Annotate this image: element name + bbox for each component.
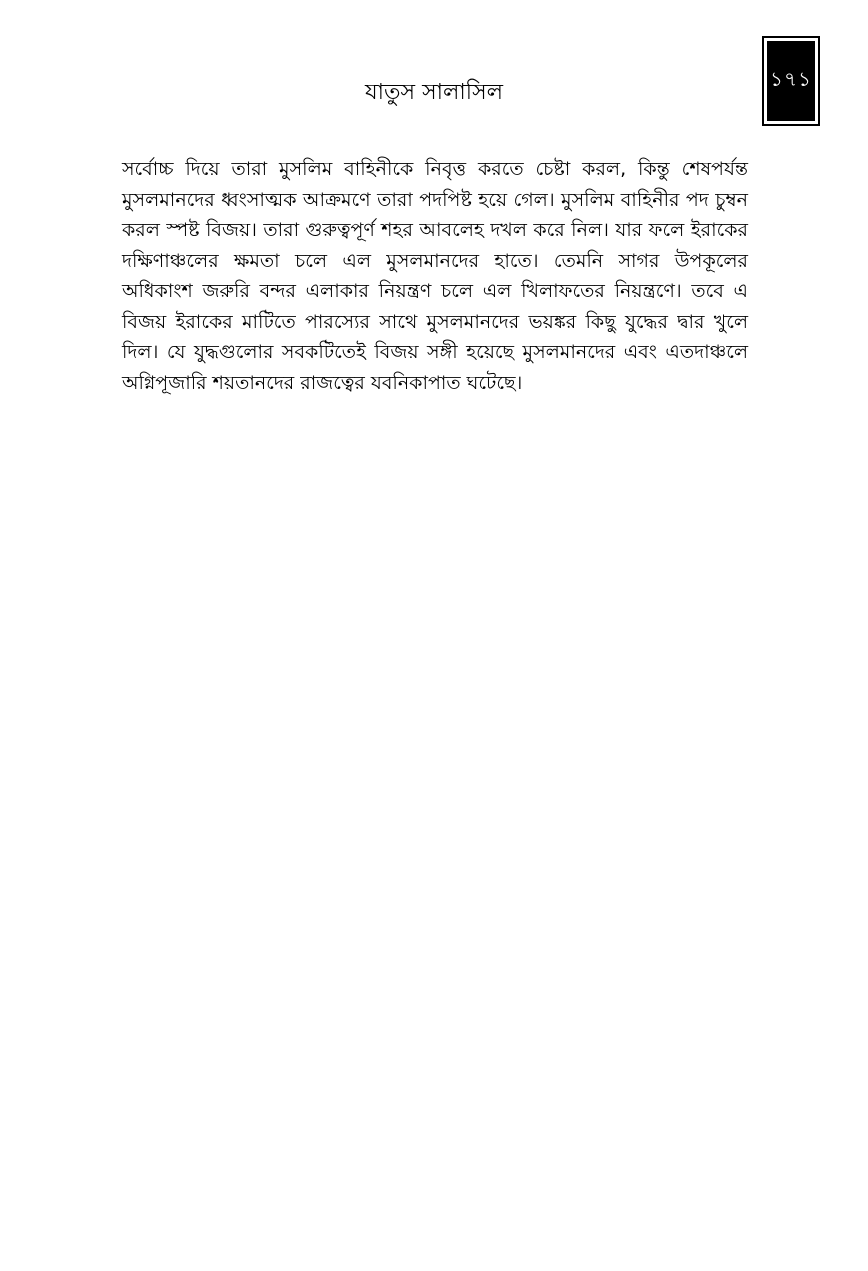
body-paragraph: সর্বোচ্চ দিয়ে তারা মুসলিম বাহিনীকে নিবৃত্ত করতে চেষ্টা করল, কিন্তু শেষপর্যন্ত মুসলমানদের ধ্বংসাত্মক আক্রমণে তারা পদপিষ্ট হয়ে গেল। মুসলিম বাহিনীর পদ চুম্বন করল স্পষ্ট বিজয়। তারা গুরুত্বপূর্ণ শহর আবলেহ দখল করে নিল। যার ফলে ইরাকের দক্ষিণাঞ্চলের ক্ষমতা চলে এল মুসলমানদের হাতে। তেমনি সাগর উপকূলের অধিকাংশ জরুরি বন্দর এলাকার নিয়ন্ত্রণ চলে এল খিলাফতের নিয়ন্ত্রণে। তবে এ বিজয় ইরাকের মাটিতে পারস্যের সাথে মুসলমানদের ভয়ঙ্কর কিছু যুদ্ধের দ্বার খুলে দিল। যে যুদ্ধগুলোর সবকটিতেই বিজয় সঙ্গী হয়েছে মুসলমানদের এবং এতদাঞ্চলে অগ্নিপূজারি শয়তানদের রাজত্বের যবনিকাপাত ঘটেছে। [122, 158, 748, 394]
page-number: ১৭১ [767, 41, 815, 121]
running-header-title: যাতুস সালাসিল [365, 80, 503, 105]
